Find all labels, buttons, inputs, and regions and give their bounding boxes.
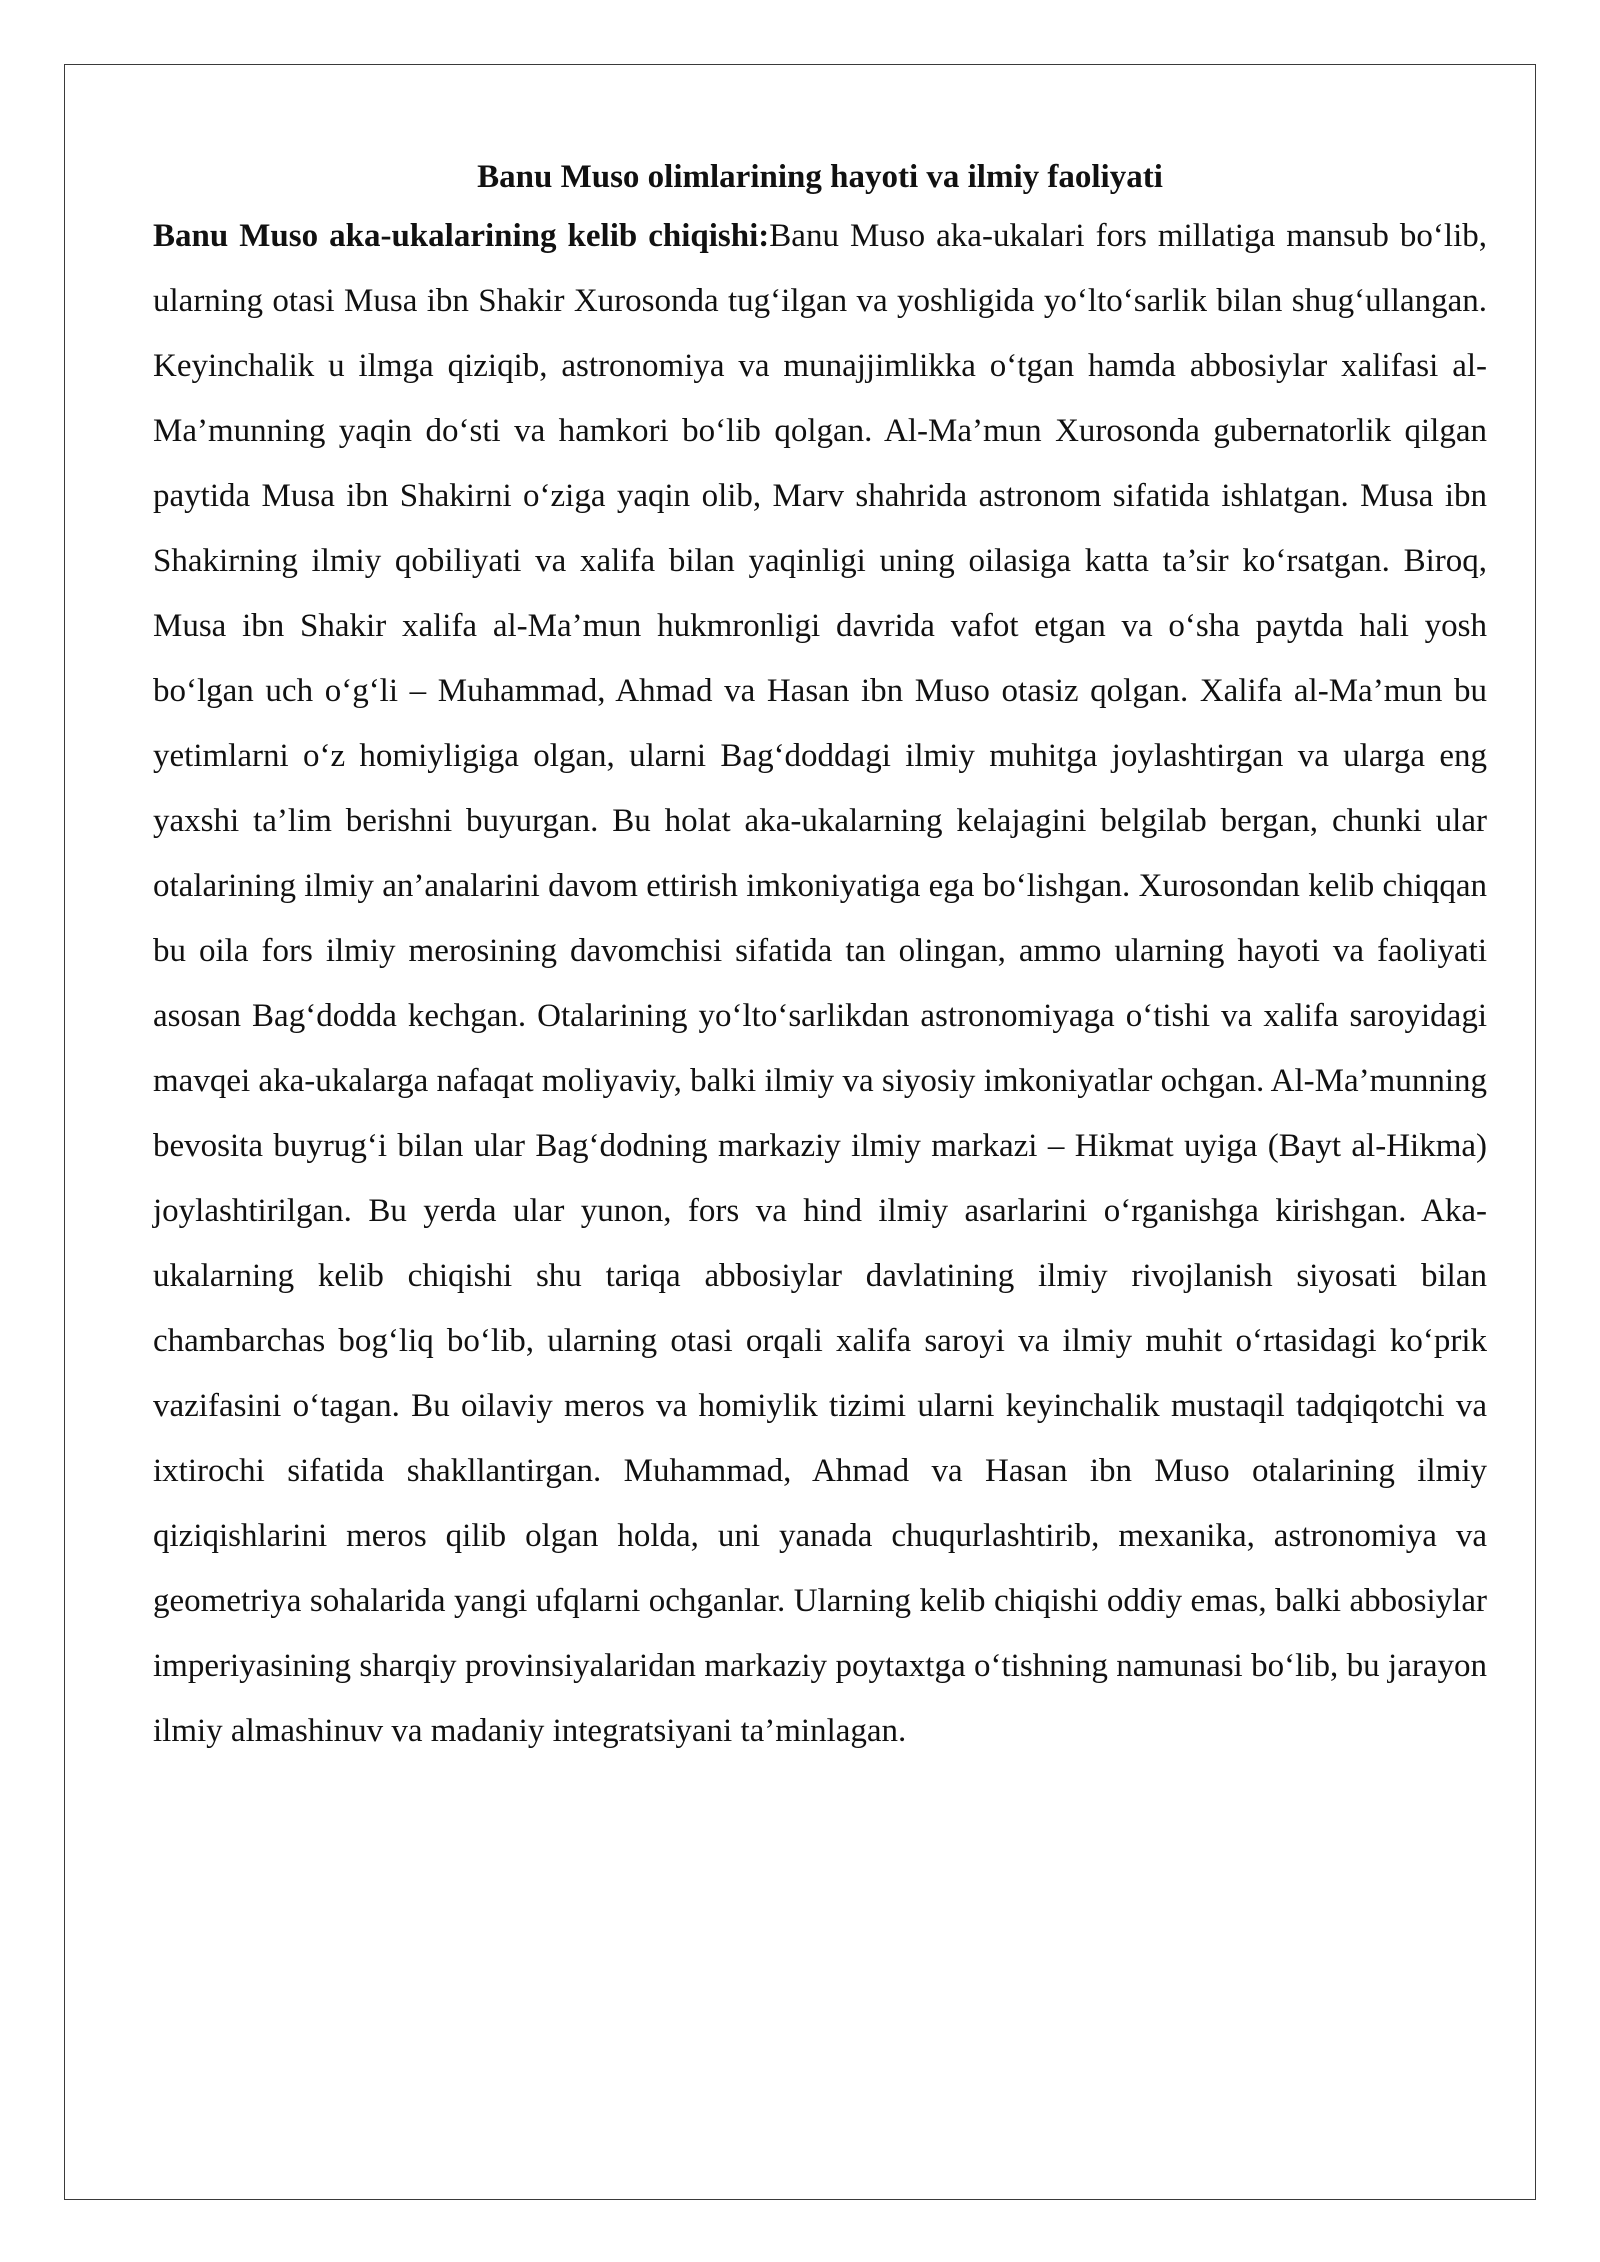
paragraph-text: Banu Muso aka-ukalari fors millatiga mansub bo‘lib, ularning otasi Musa ibn Shakir Xurosonda tug‘ilgan va yoshligida yo‘lto‘sarlik bilan shug‘ullangan. Keyinchalik u ilmga qiziqib, astronomiya va munajjimlikka o‘tgan hamda abbosiylar xalifasi al-Ma’munning yaqin do‘sti va hamkori bo‘lib qolgan. Al-Ma’mun Xurosonda gubernatorlik qilgan paytida Musa ibn Shakirni o‘ziga yaqin olib, Marv shahrida astronom sifatida ishlatgan. Musa ibn Shakirning ilmiy qobiliyati va xalifa bilan yaqinligi uning oilasiga katta ta’sir ko‘rsatgan. Biroq, Musa ibn Shakir xalifa al-Ma’mun hukmronligi davrida vafot etgan va o‘sha paytda hali yosh bo‘lgan uch o‘g‘li – Muhammad, Ahmad va Hasan ibn Muso otasiz qolgan. Xalifa al-Ma’mun bu yetimlarni o‘z homiyligiga olgan, ularni Bag‘doddagi ilmiy muhitga joylashtirgan va ularga eng yaxshi ta’lim berishni buyurgan. Bu holat aka-ukalarning kelajagini belgilab bergan, chunki ular otalarining ilmiy an’analarini davom ettirish imkoniyatiga ega bo‘lishgan. Xurosondan kelib chiqqan bu oila fors ilmiy merosining davomchisi sifatida tan olingan, ammo ularning hayoti va faoliyati asosan Bag‘dodda kechgan. Otalarining yo‘lto‘sarlikdan astronomiyaga o‘tishi va xalifa saroyidagi mavqei aka-ukalarga nafaqat moliyaviy, balki ilmiy va siyosiy imkoniyatlar ochgan. Al-Ma’munning bevosita buyrug‘i bilan ular Bag‘dodning markaziy ilmiy markazi – Hikmat uyiga (Bayt al-Hikma) joylashtirilgan. Bu yerda ular yunon, fors va hind ilmiy asarlarini o‘rganishga kirishgan. Aka-ukalarning kelib chiqishi shu tariqa abbosiylar davlatining ilmiy rivojlanish siyosati bilan chambarchas bog‘liq bo‘lib, ularning otasi orqali xalifa saroyi va ilmiy muhit o‘rtasidagi ko‘prik vazifasini o‘tagan. Bu oilaviy meros va homiylik tizimi ularni keyinchalik mustaqil tadqiqotchi va ixtirochi sifatida shakllantirgan. Muhammad, Ahmad va Hasan ibn Muso otalarining ilmiy qiziqishlarini meros qilib olgan holda, uni yanada chuqurlashtirib, mexanika, astronomiya va geometriya sohalarida yangi ufqlarni ochganlar. Ularning kelib chiqishi oddiy emas, balki abbosiylar imperiyasining sharqiy provinsiyalaridan markaziy poytaxtga o‘tishning namunasi bo‘lib, bu jarayon ilmiy almashinuv va madaniy integratsiyani ta’minlagan.	[153, 218, 1487, 1749]
document-content	[153, 150, 1487, 1764]
section-heading: Banu Muso aka-ukalarining kelib chiqishi:	[153, 218, 770, 254]
document-title: Banu Muso olimlarining hayoti va ilmiy faoliyati	[477, 159, 1163, 195]
body-paragraph	[153, 204, 1487, 1764]
